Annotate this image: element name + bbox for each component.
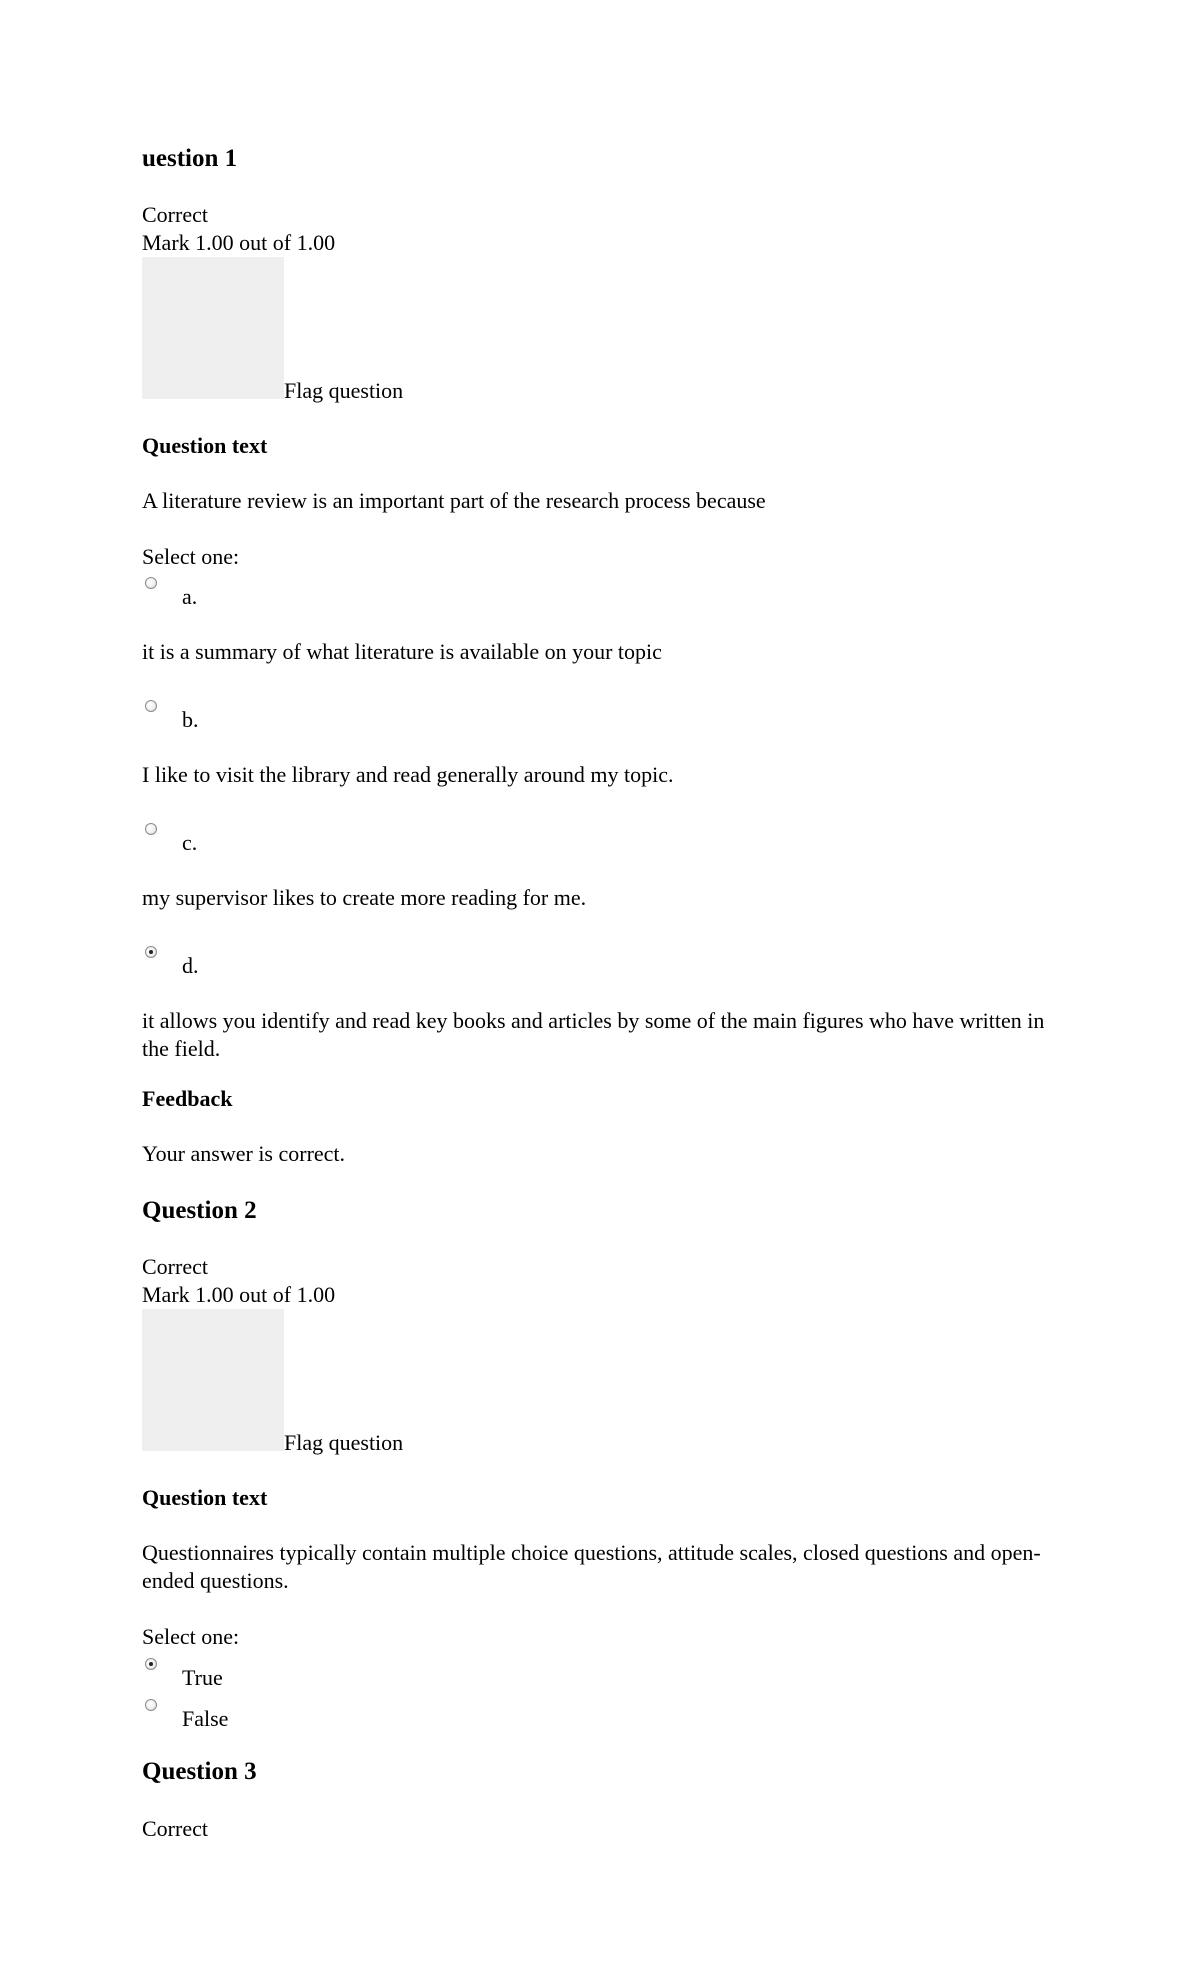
- question-1-option-a-letter: a.: [182, 584, 198, 609]
- question-1-option-d-radio[interactable]: [145, 946, 157, 958]
- question-1-select-prompt: Select one:: [142, 544, 240, 569]
- question-1-flag-label[interactable]: Flag question: [284, 378, 404, 403]
- question-2-option-true-label: True: [182, 1665, 223, 1690]
- question-3-heading: Question 3: [142, 1758, 257, 1785]
- question-1-feedback-text: Your answer is correct.: [142, 1141, 346, 1166]
- question-2-flag-label[interactable]: Flag question: [284, 1430, 404, 1455]
- question-1-option-a-radio[interactable]: [145, 577, 157, 589]
- question-2-select-prompt: Select one:: [142, 1624, 240, 1649]
- question-1-option-b-text: I like to visit the library and read generally around my topic.: [142, 762, 674, 787]
- question-1-heading: uestion 1: [142, 145, 238, 172]
- question-1-option-b-radio[interactable]: [145, 700, 157, 712]
- question-1-option-c-radio[interactable]: [145, 823, 157, 835]
- question-1-mark: Mark 1.00 out of 1.00: [142, 230, 336, 255]
- question-1-status: Correct: [142, 202, 208, 227]
- question-2-option-false-label: False: [182, 1706, 229, 1731]
- question-1-flag-icon[interactable]: [142, 257, 284, 399]
- question-1-option-c-letter: c.: [182, 830, 198, 855]
- question-2-text: Questionnaires typically contain multiple choice questions, attitude scales, closed questions and open-ended questions.: [142, 1540, 1041, 1593]
- question-1-option-b-letter: b.: [182, 707, 199, 732]
- question-1-option-a-text: it is a summary of what literature is available on your topic: [142, 639, 662, 664]
- question-2-text-heading: Question text: [142, 1485, 268, 1510]
- question-1-option-c-text: my supervisor likes to create more reading for me.: [142, 885, 587, 910]
- question-2-option-false-radio[interactable]: [145, 1699, 157, 1711]
- question-3-status: Correct: [142, 1816, 208, 1841]
- question-2-flag-icon[interactable]: [142, 1309, 284, 1451]
- question-1-feedback-heading: Feedback: [142, 1086, 233, 1111]
- question-1-option-d-text: it allows you identify and read key books and articles by some of the main figures who have written in the field.: [142, 1008, 1045, 1061]
- question-1-text-heading: Question text: [142, 433, 268, 458]
- question-2-mark: Mark 1.00 out of 1.00: [142, 1282, 336, 1307]
- question-2-heading: Question 2: [142, 1197, 257, 1224]
- question-1-text: A literature review is an important part of the research process because: [142, 488, 766, 513]
- question-1-option-d-letter: d.: [182, 953, 199, 978]
- question-2-status: Correct: [142, 1254, 208, 1279]
- question-2-option-true-radio[interactable]: [145, 1658, 157, 1670]
